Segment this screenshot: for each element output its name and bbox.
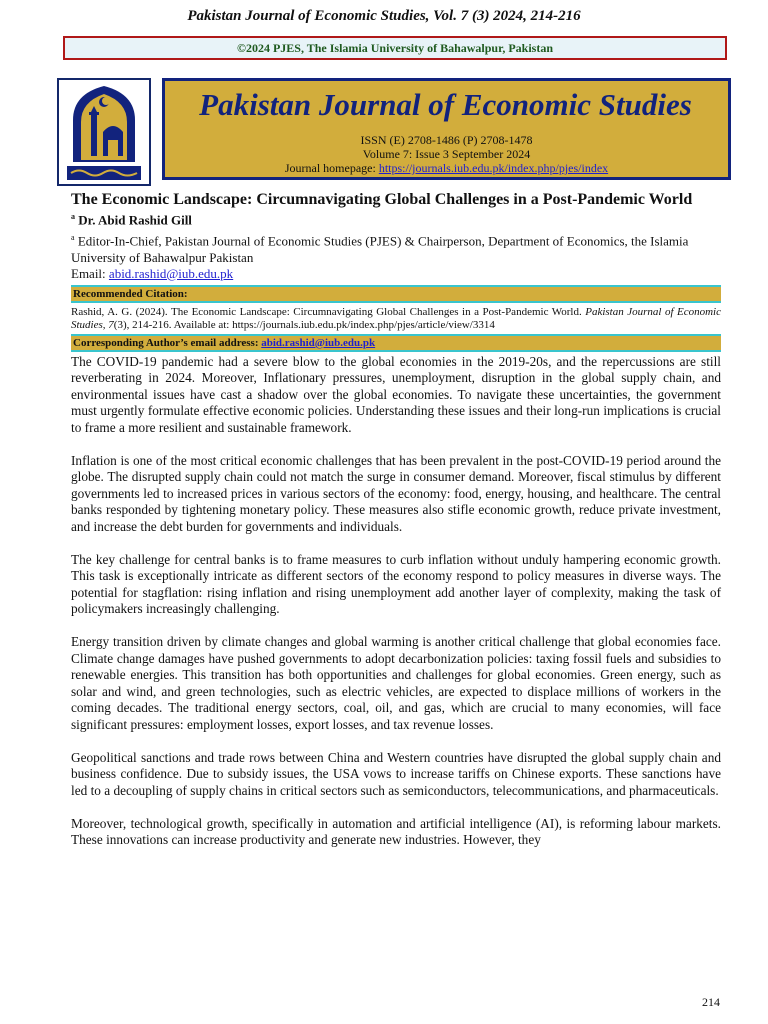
running-header: Pakistan Journal of Economic Studies, Vol. 7 (3) 2024, 214-216: [187, 8, 581, 24]
author-email-link[interactable]: abid.rashid@iub.edu.pk: [108, 265, 234, 281]
body-paragraph: Inflation is one of the most critical economic challenges that has been prevalent in the post-COVID-19 period around the globe. The disrupted supply chain could not match the surge in consumer demand. Moreover, fiscal stimulus by different governments led to increased prices in various sectors of the economy: food, energy, housing, and healthcare. The central banks responded by tightening monetary policy. These measures also stifle economic growth, reduce private investment, and increase the debt burden for governments and individuals.: [71, 452, 721, 534]
journal-title: Pakistan Journal of Economic Studies: [199, 87, 692, 122]
body-paragraph: The key challenge for central banks is to frame measures to curb inflation without unduly hampering economic growth. This task is exceptionally intricate as different sectors of the economy respond to policy measures in diverse ways. The potential for stagflation: rising inflation and rising unemployment add another layer of complexity, making the task of policymakers increasingly challenging.: [71, 551, 721, 617]
volume-line: Volume 7: Issue 3 September 2024: [362, 147, 531, 161]
university-logo: [57, 78, 151, 186]
copyright-notice: ©2024 PJES, The Islamia University of Bahawalpur, Pakistan: [63, 36, 727, 60]
body-paragraph: The COVID-19 pandemic had a severe blow to the global economies in the 2019-20s, and the repercussions are still reverberating in 2024. Moreover, Inflationary pressures, unemployment, disruption in the global supply chain, and environmental issues have cast a shadow over the global economies. To navigate these uncertainties, the government must urgently formulate effective economic policies. Understanding these issues and their long-run implications is crucial to frame a more resilient and sustainable framework.: [71, 353, 721, 435]
body-paragraph: Energy transition driven by climate changes and global warming is another critical challenge that global economies face. Climate change damages have pushed governments to adopt decarbonization policies: taxing fossil fuels and subsidies to renewable energies. This transition has both opportunities and challenges for global economies. Green energy, such as solar and wind, and green technologies, such as electric vehicles, are expected to displace millions of workers in the coming decades. The traditional energy sectors, coal, oil, and gas, which are crucial to many economies, will face significant pressures: employment losses, export losses, and tax revenue losses.: [71, 634, 721, 732]
author-line: [71, 212, 721, 228]
homepage-line: [165, 161, 728, 176]
citation-text-before: Rashid, A. G. (2024). The Economic Landscape: Circumnavigating Global Challenges in a Post-Pandemic World.: [71, 305, 586, 318]
author-email-line: [71, 266, 721, 282]
body-paragraph: Geopolitical sanctions and trade rows between China and Western countries have disrupted the global supply chain and business confidence. Due to subsidy issues, the USA vows to increase tariffs on Chinese exports. These sanctions have led to a decoupling of supply chains in critical sectors such as semiconductors, telecommunications, and pharmaceuticals.: [71, 749, 721, 798]
article-title: The Economic Landscape: Circumnavigating Global Challenges in a Post-Pandemic World: [71, 191, 693, 208]
author-marker: a: [71, 212, 75, 221]
citation-text: [71, 306, 721, 332]
citation-label: Recommended Citation:: [71, 285, 721, 303]
citation-text-after: (3), 214-216. Available at: https://journals.iub.edu.pk/index.php/pjes/article/view/3314: [113, 318, 495, 331]
body-paragraph: Moreover, technological growth, specifically in automation and artificial intelligence (AI), is reforming labour markets. These innovations can increase productivity and generate new industries. However, they: [71, 815, 721, 848]
affiliation: [71, 230, 721, 265]
article-content: [71, 190, 721, 865]
affiliation-text: Editor-In-Chief, Pakistan Journal of Economic Studies (PJES) & Chairperson, Department of Economics, the Islamia University of Bahawalpur Pakistan: [71, 233, 689, 265]
affiliation-marker: a: [71, 233, 75, 243]
homepage-label: Journal homepage:: [284, 161, 379, 175]
email-label: Email:: [71, 265, 109, 281]
issn-line: ISSN (E) 2708-1486 (P) 2708-1478: [360, 133, 533, 147]
author-name: Dr. Abid Rashid Gill: [78, 212, 192, 228]
journal-banner: [162, 78, 731, 180]
corresponding-author-line: [71, 334, 721, 352]
homepage-link[interactable]: https://journals.iub.edu.pk/index.php/pjes/index: [378, 161, 609, 175]
masthead: [57, 78, 731, 186]
university-crest-icon: [59, 80, 149, 184]
page-number: 214: [702, 995, 720, 1009]
citation-journal: Pakistan Journal of Economic Studies, 7: [71, 305, 721, 331]
corresponding-label: Corresponding Author’s email address:: [73, 336, 262, 349]
corresponding-email-link[interactable]: abid.rashid@iub.edu.pk: [261, 336, 376, 349]
